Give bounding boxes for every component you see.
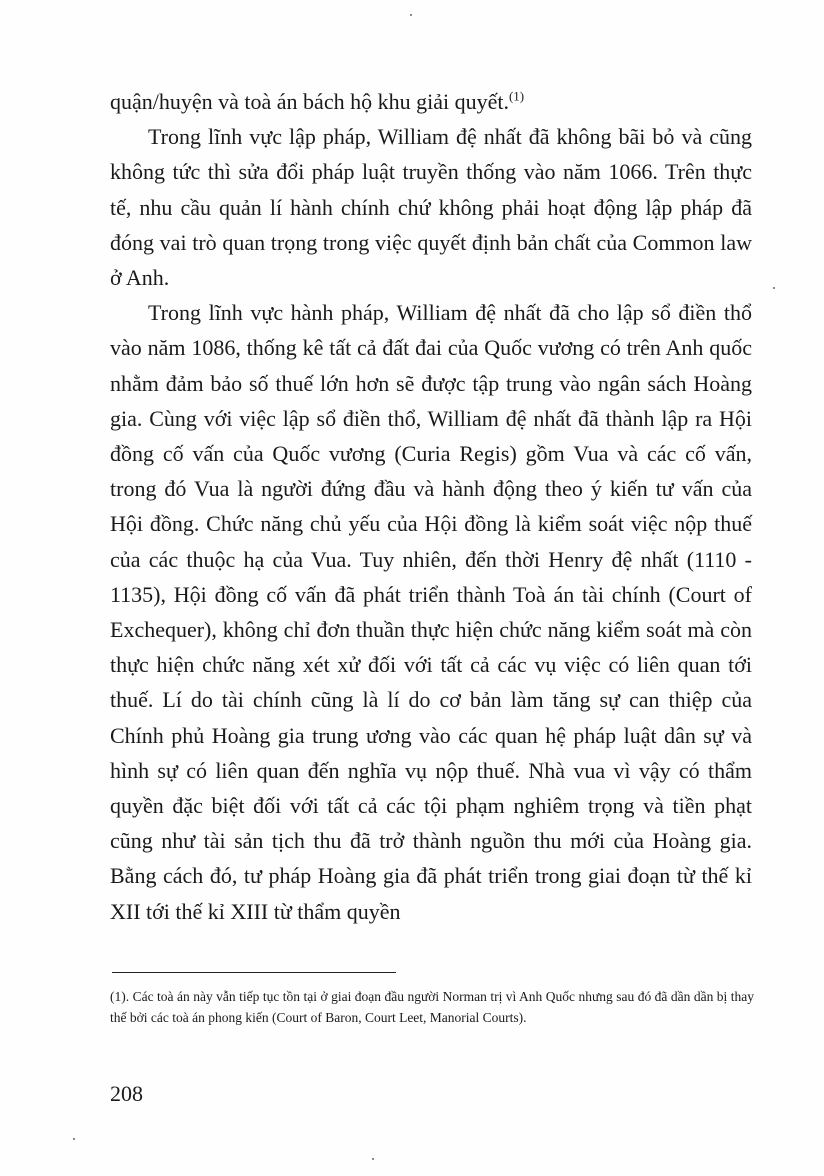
- paragraph-3: Trong lĩnh vực hành pháp, William đệ nhất đã cho lập sổ điền thổ vào năm 1086, thống kê tất cả đất đai của Quốc vương có trên Anh quốc nhằm đảm bảo số thuế lớn hơn sẽ được tập trung vào ngân sách Hoàng gia. Cùng với việc lập sổ điền thổ, William đệ nhất đã thành lập ra Hội đồng cố vấn của Quốc vương (Curia Regis) gồm Vua và các cố vấn, trong đó Vua là người đứng đầu và hành động theo ý kiến tư vấn của Hội đồng. Chức năng chủ yếu của Hội đồng là kiểm soát việc nộp thuế của các thuộc hạ của Vua. Tuy nhiên, đến thời Henry đệ nhất (1110 - 1135), Hội đồng cố vấn đã phát triển thành Toà án tài chính (Court of Exchequer), không chỉ đơn thuần thực hiện chức năng kiểm soát mà còn thực hiện chức năng xét xử đối với tất cả các vụ việc có liên quan tới thuế. Lí do tài chính cũng là lí do cơ bản làm tăng sự can thiệp của Chính phủ Hoàng gia trung ương vào các quan hệ pháp luật dân sự và hình sự có liên quan đến nghĩa vụ nộp thuế. Nhà vua vì vậy có thẩm quyền đặc biệt đối với tất cả các tội phạm nghiêm trọng và tiền phạt cũng như tài sản tịch thu đã trở thành nguồn thu mới của Hoàng gia. Bằng cách đó, tư pháp Hoàng gia đã phát triển trong giai đoạn từ thế kỉ XII tới thế kỉ XIII từ thẩm quyền: [110, 300, 752, 924]
- scan-speck: [773, 287, 775, 289]
- scan-speck: [372, 1158, 374, 1160]
- scan-speck: [410, 14, 412, 16]
- footnote-reference: (1): [508, 88, 525, 104]
- scan-speck: [73, 1138, 75, 1140]
- paragraph-1-text: quận/huyện và toà án bách hộ khu giải quyết.: [110, 89, 509, 114]
- footnote-divider: [112, 972, 396, 973]
- paragraph-2: Trong lĩnh vực lập pháp, William đệ nhất đã không bãi bỏ và cũng không tức thì sửa đổi pháp luật truyền thống vào năm 1066. Trên thực tế, nhu cầu quản lí hành chính chứ không phải hoạt động lập pháp đã đóng vai trò quan trọng trong việc quyết định bản chất của Common law ở Anh.: [110, 124, 752, 291]
- footnote: (1). Các toà án này vẫn tiếp tục tồn tại ở giai đoạn đầu người Norman trị vì Anh Quốc nhưng sau đó đã dần dần bị thay thế bởi các toà án phong kiến (Court of Baron, Court Leet, Manorial Courts).: [110, 989, 754, 1025]
- body-text: [110, 84, 752, 929]
- page-number: 208: [110, 1081, 143, 1106]
- paragraph-1: [110, 84, 752, 119]
